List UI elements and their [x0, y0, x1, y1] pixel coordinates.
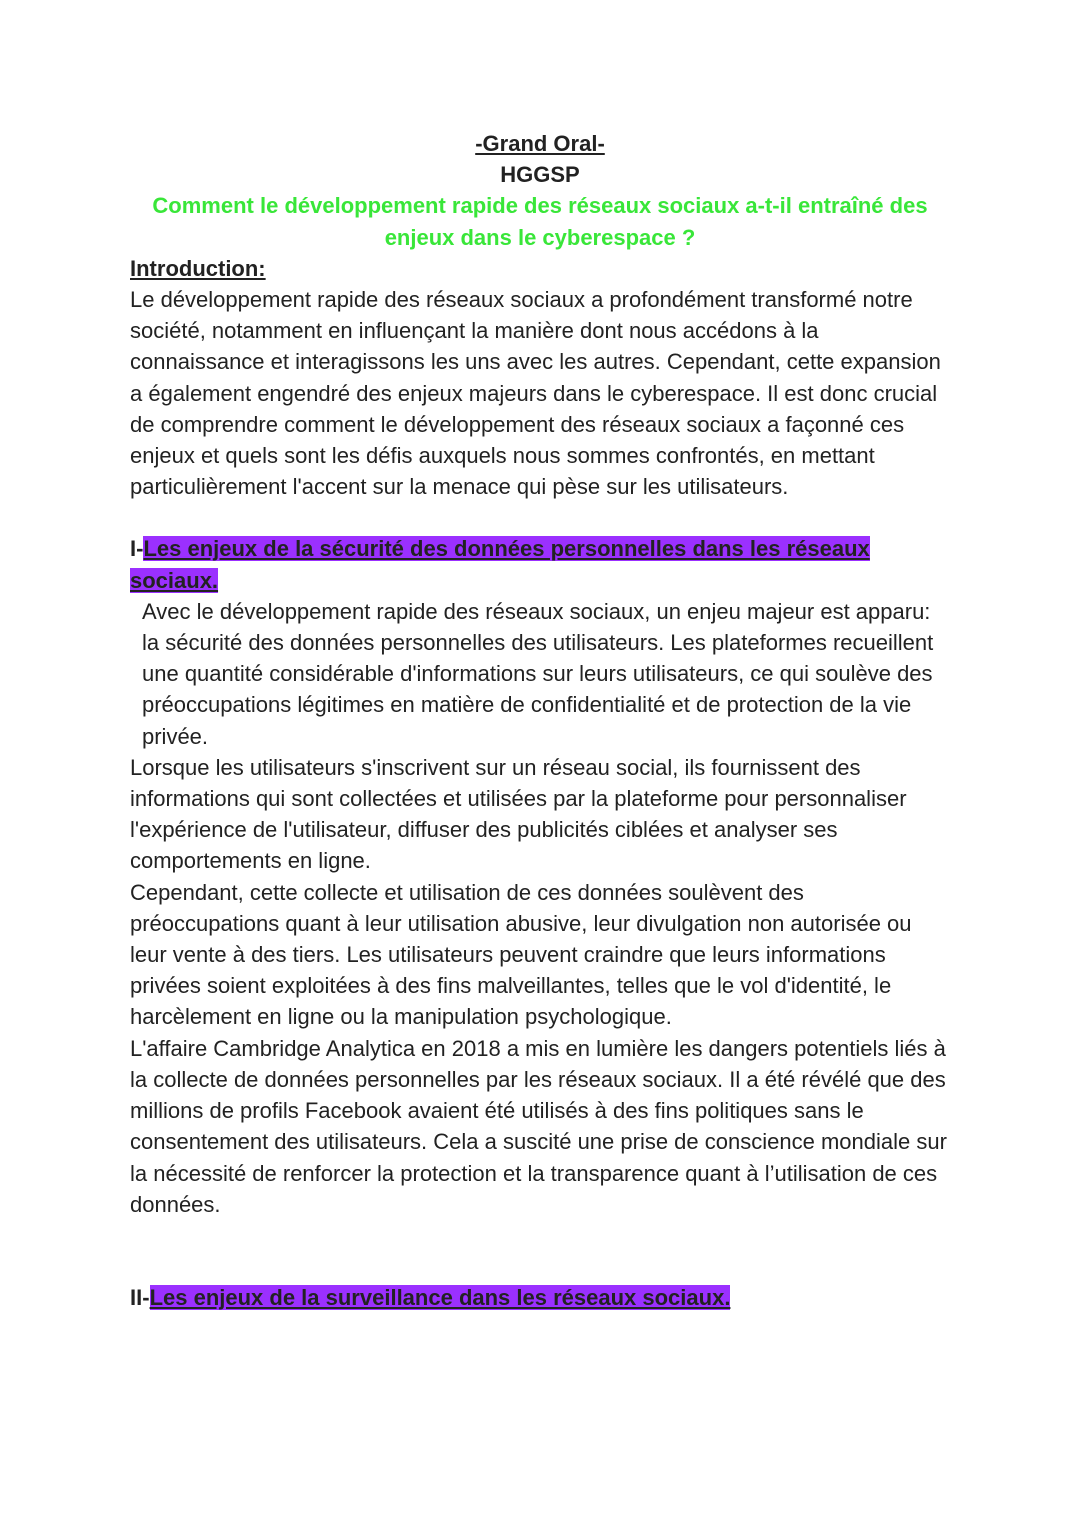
section-1-paragraph: Cependant, cette collecte et utilisation de ces données soulèvent des préoccupations quant à leur utilisation abusive, leur divulgation non autorisée ou leur vente à des tiers. Les utilisateurs peuvent craindre que leurs informations privées soient exploitées à des fins malveillantes, telles que le vol d'identité, le harcèlement en ligne ou la manipulation psychologique. — [130, 879, 912, 1030]
spacer — [130, 1220, 950, 1282]
introduction-heading: Introduction: — [130, 255, 266, 281]
section-1-paragraph: Lorsque les utilisateurs s'inscrivent sur un réseau social, ils fournissent des informations qui sont collectées et utilisées par la plateforme pour personnaliser l'expérience de l'utilisateur, diffuser des publicités ciblées et analyser ses comportements en ligne. — [130, 754, 907, 874]
spacer — [130, 502, 950, 533]
section-2-heading — [130, 1282, 950, 1313]
section-2-prefix: II- — [130, 1284, 150, 1310]
section-1-title: Les enjeux de la sécurité des données personnelles dans les réseaux sociaux. — [130, 536, 870, 593]
document-page — [130, 128, 950, 1313]
document-subject: HGGSP — [500, 162, 580, 188]
document-header — [130, 128, 950, 190]
section-1-paragraph: L'affaire Cambridge Analytica en 2018 a mis en lumière les dangers potentiels liés à la collecte de données personnelles par les réseaux sociaux. Il a été révélé que des millions de profils Facebook avaient été utilisés à des fins politiques sans le consentement des utilisateurs. Cela a suscité une prise de conscience mondiale sur la nécessité de renforcer la protection et la transparence quant à l’utilisation de ces données. — [130, 1035, 947, 1217]
section-2-title: Les enjeux de la surveillance dans les réseaux sociaux. — [149, 1284, 731, 1310]
section-1-heading — [130, 533, 950, 595]
section-1-prefix: I- — [130, 536, 144, 562]
introduction-text: Le développement rapide des réseaux sociaux a profondément transformé notre société, notamment en influençant la manière dont nous accédons à la connaissance et interagissons les uns avec les autres. Cependant, cette expansion a également engendré des enjeux majeurs dans le cyberespace. Il est donc crucial de comprendre comment le développement des réseaux sociaux a façonné ces enjeux et quels sont les défis auxquels nous sommes confrontés, en mettant particulièrement l'accent sur la menace qui pèse sur les utilisateurs. — [130, 287, 941, 500]
document-title: -Grand Oral- — [475, 131, 605, 156]
section-1-paragraph: Avec le développement rapide des réseaux sociaux, un enjeu majeur est apparu: la sécurité des données personnelles des utilisateurs. Les plateformes recueillent une quantité considérable d'informations sur leurs utilisateurs, ce qui soulève des préoccupations légitimes en matière de confidentialité et de protection de la vie privée. — [142, 598, 934, 749]
problematic-question: Comment le développement rapide des réseaux sociaux a-t-il entraîné des enjeux dans le cyberespace ? — [152, 193, 928, 250]
